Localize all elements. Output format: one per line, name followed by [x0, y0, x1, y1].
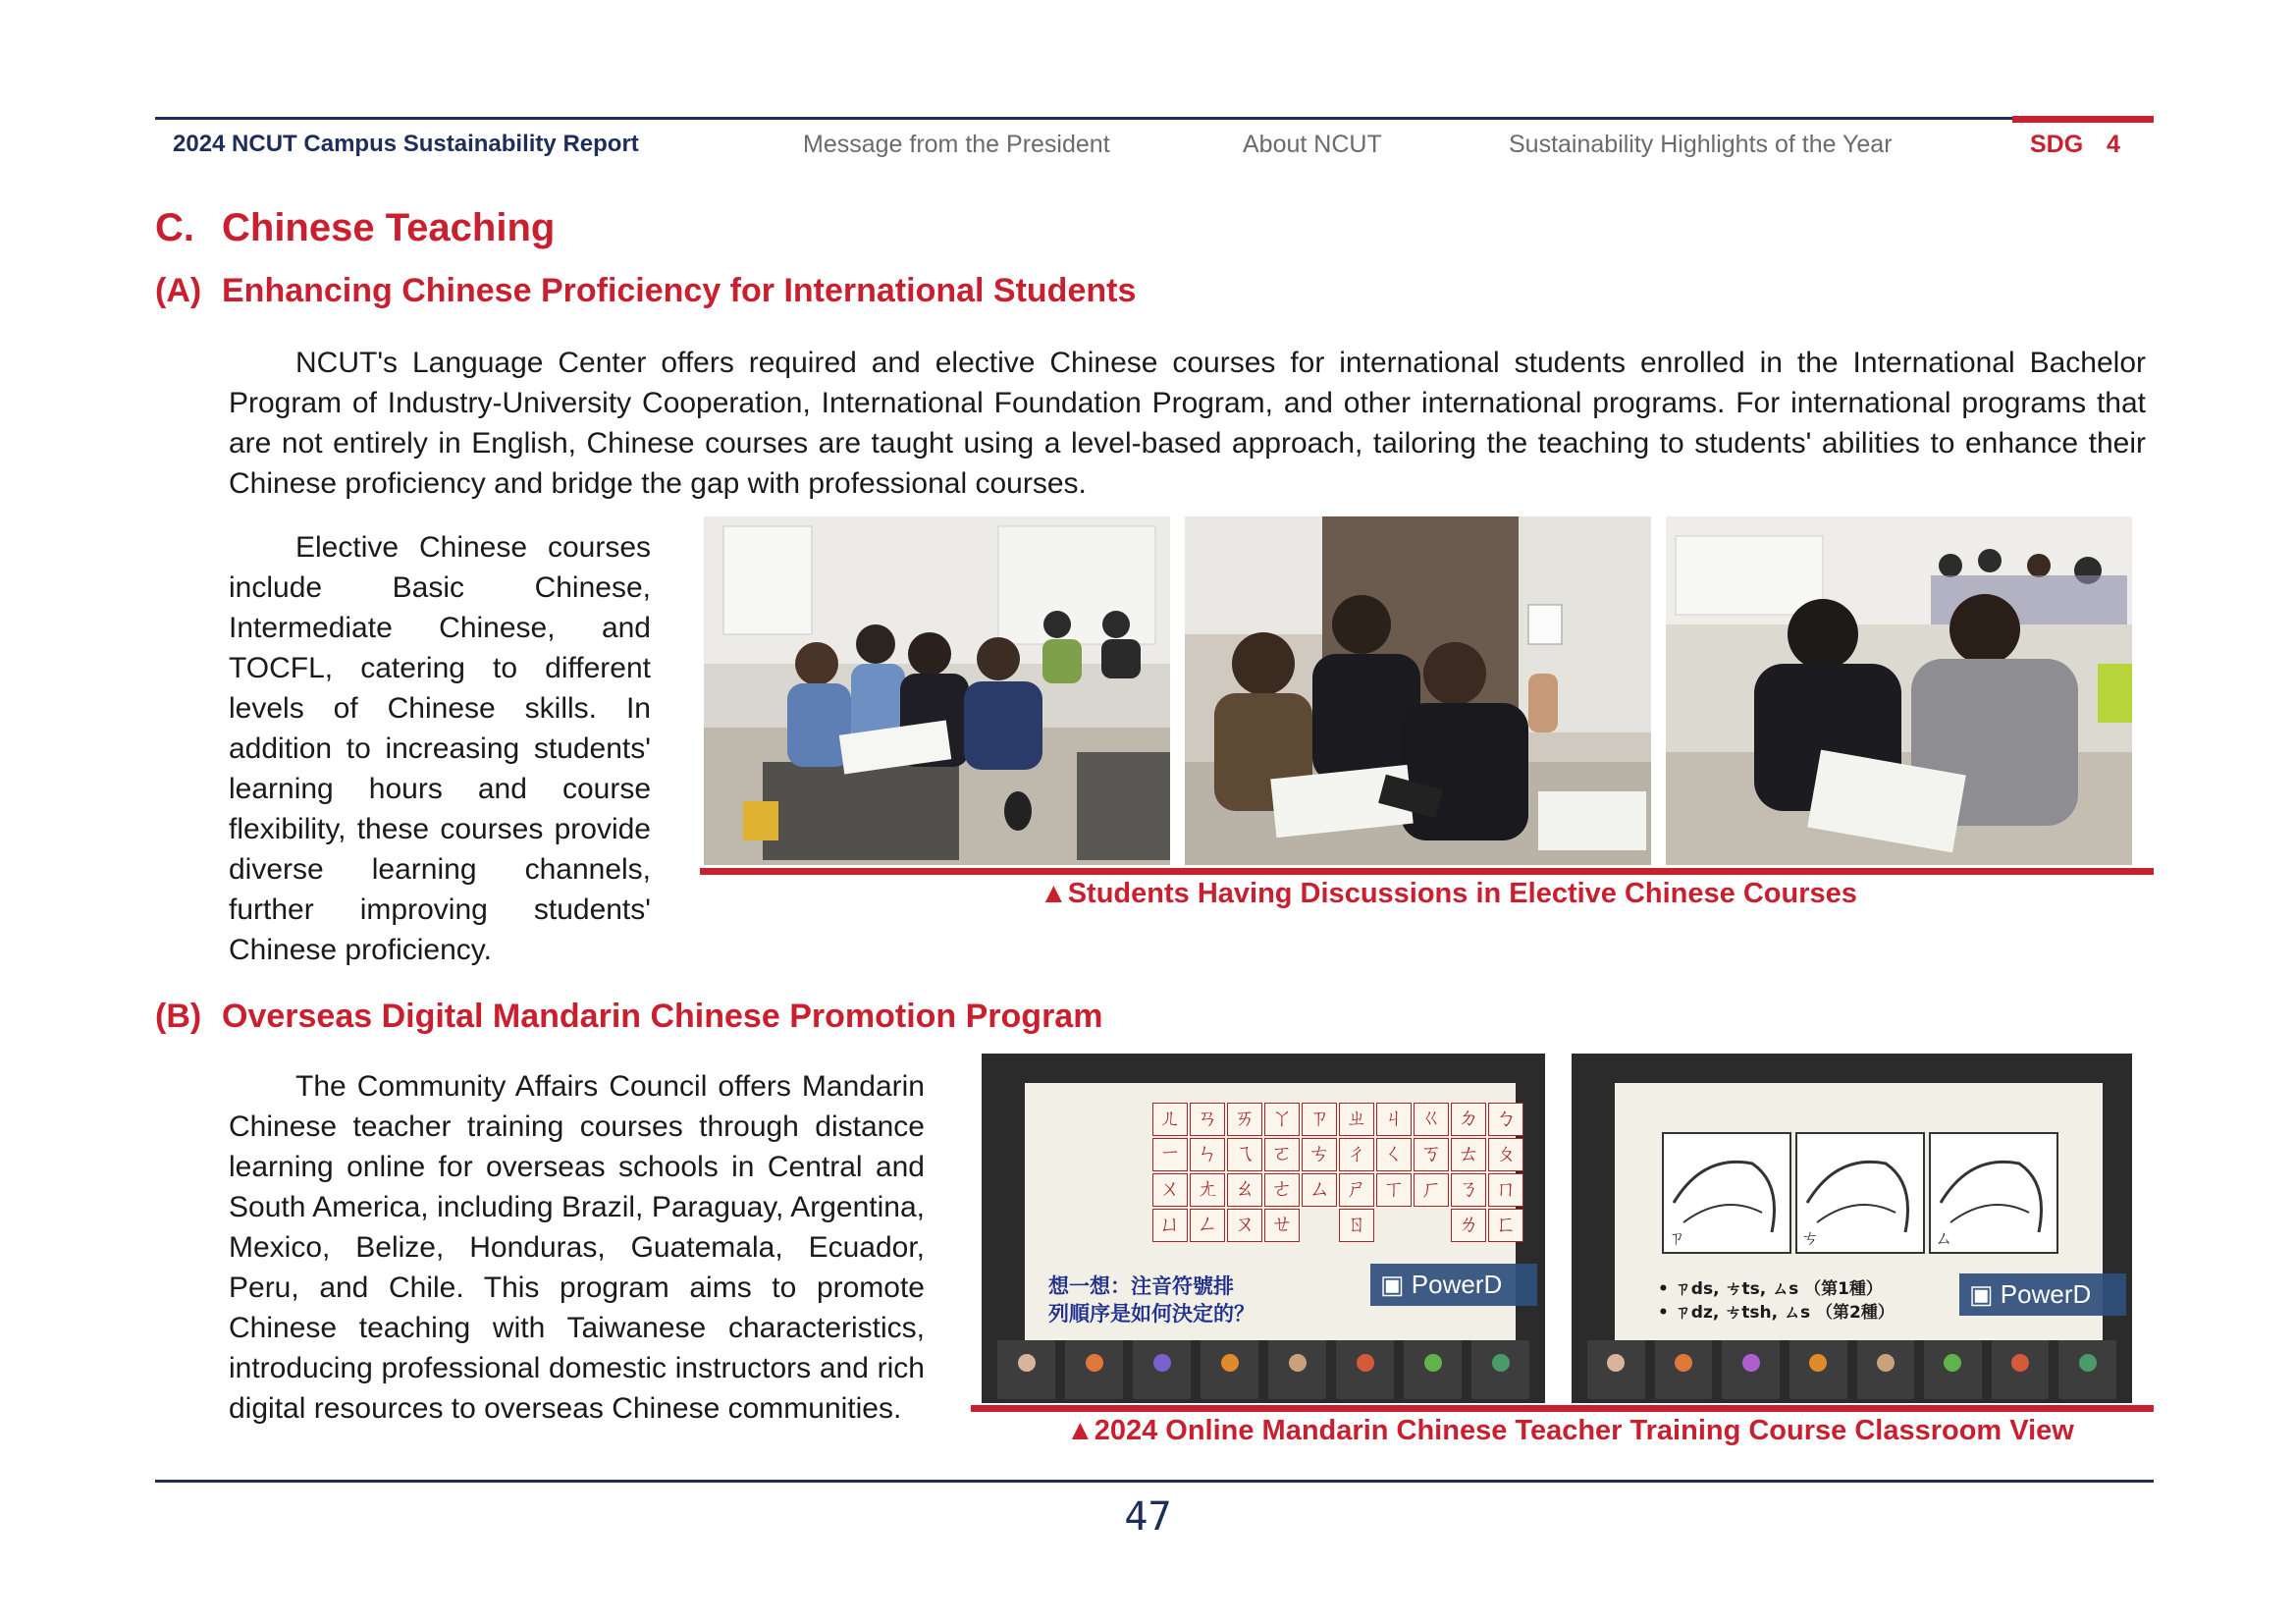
page-number: 47: [1124, 1494, 1172, 1540]
participant-strip-2: [1587, 1340, 2116, 1399]
zhuyin-grid: ㄦ ㄢ ㄞ ㄚ ㄗ ㄓ ㄐ ㄍ ㄉ ㄅ ㄧ ㄣ ㄟ ㄛ ㄘ ㄔ ㄑ ㄎ ㄊ ㄆ ㄨ ㄤ ㄠ ㄜ ㄙ ㄕ ㄒ ㄏ ㄋ ㄇ ㄩ ㄥ ㄡ ㄝ ㄖ ㄌ ㄈ: [1152, 1103, 1523, 1242]
subsection-b-letter: (B): [155, 998, 202, 1035]
section-heading: [155, 206, 555, 250]
footer-rule: [155, 1480, 2154, 1483]
section-letter: C.: [155, 206, 194, 249]
report-title: 2024 NCUT Campus Sustainability Report: [173, 131, 639, 157]
classroom-photo-3: [1666, 516, 2132, 865]
subsection-b-heading: [155, 998, 1102, 1036]
paragraph-elective-courses: Elective Chinese courses include Basic Chinese, Intermediate Chinese, and TOCFL, catering to different levels of Chinese skills. In addition to increasing students' learning hours and course flexibility, these courses provide diverse learning channels, further improving students' Chinese proficiency.: [229, 531, 651, 966]
section-title: Chinese Teaching: [222, 206, 556, 249]
paragraph-language-center: NCUT's Language Center offers required and elective Chinese courses for international students enrolled in the International Bachelor Program of Industry-University Cooperation, International Foundation Program, and other international programs. For international programs that are not entirely in English, Chinese courses are taught using a level-based approach, tailoring the teaching to students' abilities to enhance their Chinese proficiency and bridge the gap with professional courses.: [229, 347, 2146, 500]
header-accent: [2012, 116, 2154, 123]
nav-message-from-president[interactable]: Message from the President: [803, 131, 1110, 158]
classroom-photo-2: [1185, 516, 1651, 865]
sdg-number: 4: [2107, 131, 2120, 158]
nav-about-ncut[interactable]: About NCUT: [1243, 131, 1382, 158]
subsection-a-title: Enhancing Chinese Proficiency for International Students: [222, 272, 1137, 309]
paragraph-digital-mandarin: The Community Affairs Council offers Mandarin Chinese teacher training courses through distance learning online for overseas schools in Central and South America, including Brazil, Paraguay, Argentina, Mexico, Belize, Honduras, Guatemala, Ecuador, Peru, and Chile. This program aims to promote Chinese teaching with Taiwanese characteristics, introducing professional domestic instructors and rich digital resources to overseas Chinese communities.: [229, 1070, 925, 1425]
caption-a: ▲Students Having Discussions in Elective Chinese Courses: [1040, 878, 1857, 909]
header-rule: [155, 117, 2154, 120]
slide-question: 想一想：注音符號排 列順序是如何決定的？: [1048, 1274, 1255, 1326]
subsection-b-title: Overseas Digital Mandarin Chinese Promotion Program: [222, 998, 1103, 1035]
powerdirector-badge-1: ▣ PowerD: [1370, 1264, 1537, 1306]
powerdirector-badge-2: ▣ PowerD: [1959, 1273, 2126, 1316]
subsection-a-letter: (A): [155, 272, 202, 309]
slide-notes: • ㄗds, ㄘts, ㄙs （第1種） • ㄗdz, ㄘtsh, ㄙs （第2種）: [1658, 1279, 1895, 1323]
mouth-diagram-1: ㄗ: [1662, 1132, 1791, 1254]
mouth-diagram-3: ㄙ: [1929, 1132, 2058, 1254]
caption-rule-b: [971, 1405, 2154, 1412]
participant-strip-1: [997, 1340, 1529, 1399]
mouth-diagram-2: ㄘ: [1795, 1132, 1925, 1254]
caption-b: ▲2024 Online Mandarin Chinese Teacher Training Course Classroom View: [1066, 1415, 2074, 1446]
classroom-photo-1: [704, 516, 1170, 865]
online-class-screenshot-2: [1572, 1054, 2132, 1403]
caption-rule-a: [700, 868, 2154, 875]
nav-sustainability-highlights[interactable]: Sustainability Highlights of the Year: [1509, 131, 1893, 158]
subsection-a-heading: [155, 272, 1136, 310]
sdg-label: SDG: [2030, 131, 2084, 158]
online-class-screenshot-1: [982, 1054, 1545, 1403]
